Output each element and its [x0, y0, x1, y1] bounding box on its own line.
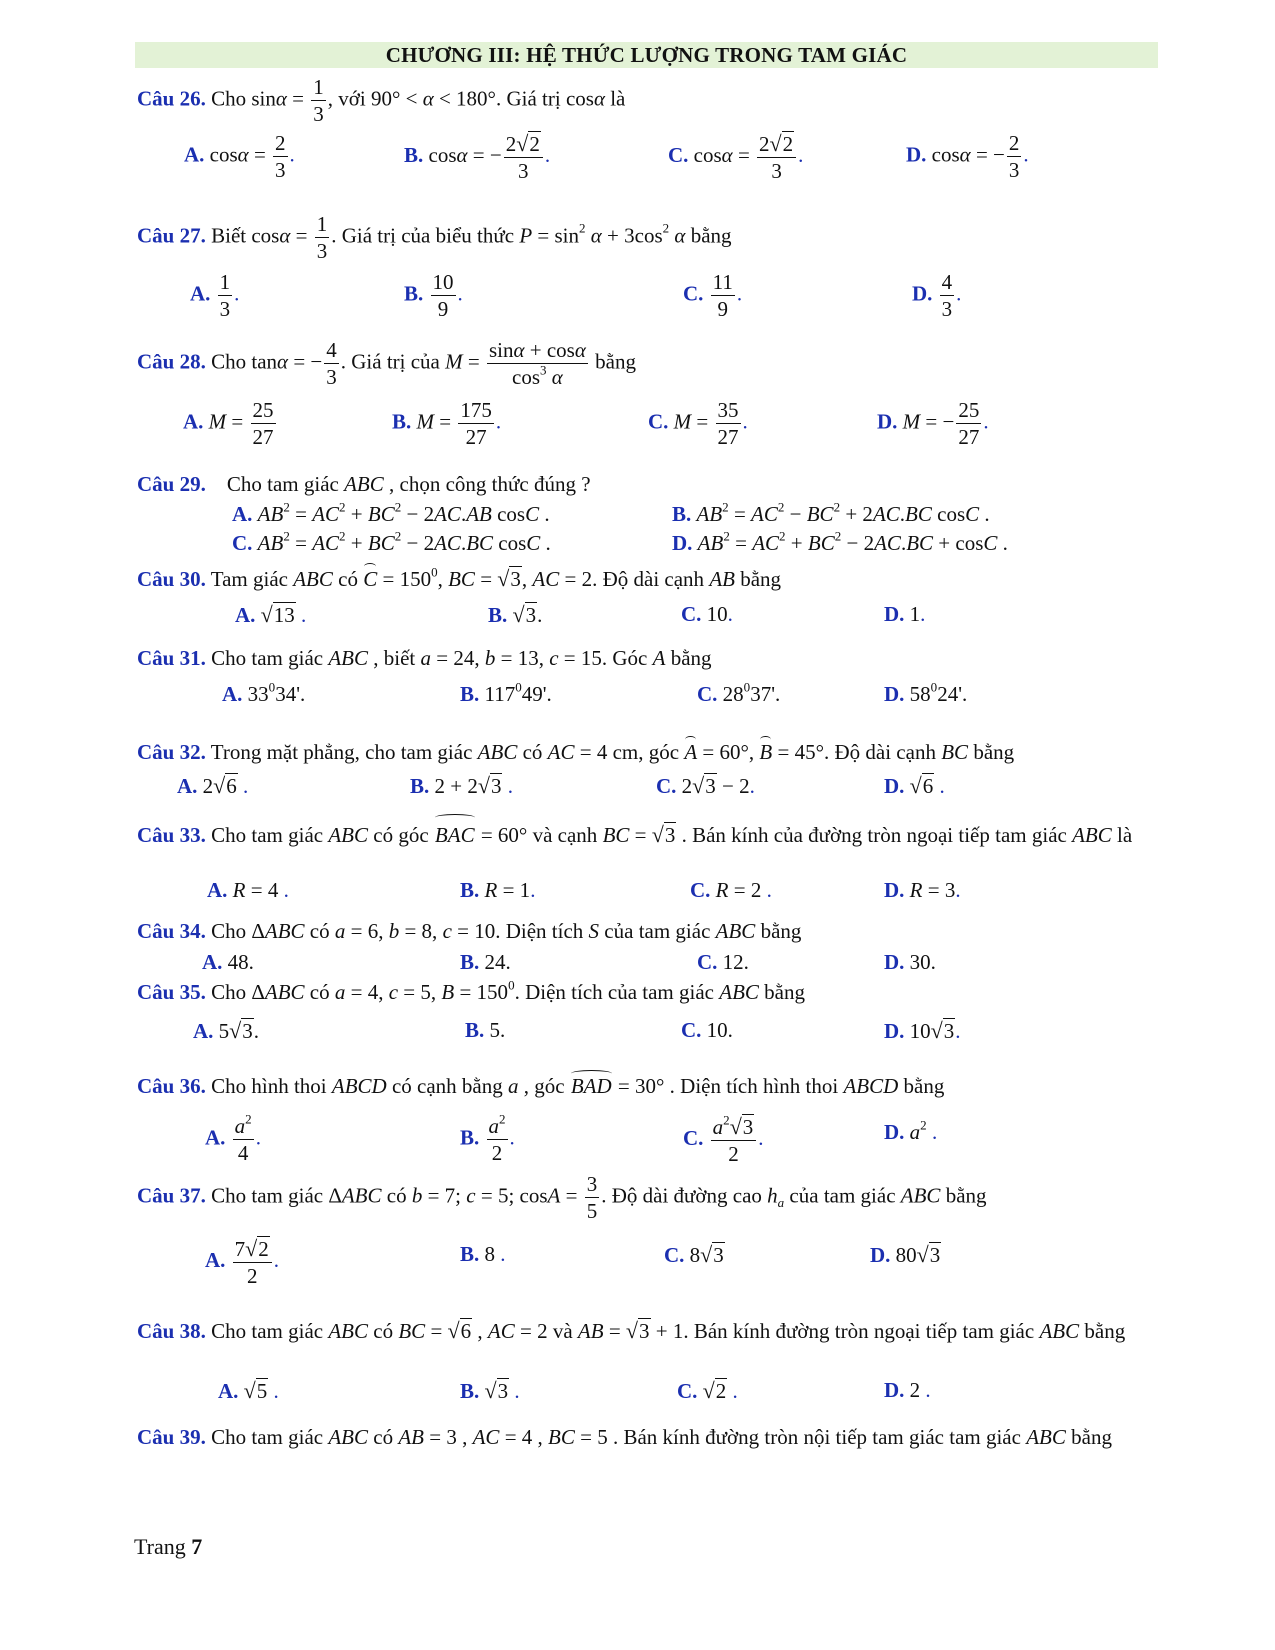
option-b[interactable]: B. $117^049'$. — [460, 679, 552, 706]
option-b[interactable]: B. $AB^2 = AC^2 - BC^2 + 2AC.BC$ cosC . — [672, 499, 990, 526]
question-stem: Câu 37. Cho tam giác ΔABC có b = 7; c = 5; cosA = $\frac{3}{5}$ . Độ dài đường cao $h_a$ của tam giác ABC bằng — [137, 1172, 987, 1224]
option-c[interactable]: C. $\frac{11}{9}$ . — [683, 270, 743, 322]
question-stem: Câu 29. Cho tam giác ABC , chọn công thức đúng ? — [137, 472, 591, 496]
page-footer — [134, 1536, 202, 1558]
question-stem: Câu 28. Cho tanα = − $\frac{4}{3}$ . Giá trị của M = $\frac{\sin\alpha + \cos\alpha}{\cos^3 \alpha}$ bằng — [137, 338, 636, 390]
question-stem: Câu 30. Tam giác ABC có $C = 150^0$, BC = √3, AC = 2. Độ dài cạnh AB bằng — [137, 564, 782, 591]
option-d[interactable]: D. 10√3. — [884, 1018, 961, 1043]
option-c[interactable]: C. $28^037'$. — [697, 679, 781, 706]
option-a[interactable]: A. $33^034'$. — [222, 679, 306, 706]
option-b[interactable]: B. cosα = − $\frac{2√2}{3}$ . — [404, 131, 551, 184]
option-a[interactable]: A. R = 4 . — [207, 878, 289, 902]
option-c[interactable]: C. M = $\frac{35}{27}$ . — [648, 398, 748, 450]
option-a[interactable]: A. √13 . — [235, 602, 307, 627]
option-c[interactable]: C. $\frac{a^2√3}{2}$ . — [683, 1112, 764, 1167]
option-d[interactable]: D. 2 . — [884, 1378, 931, 1402]
option-b[interactable]: B. √3. — [488, 602, 543, 627]
question-stem: Câu 35. Cho ΔABC có a = 4, c = 5, $B = 150^0$. Diện tích của tam giác ABC bằng — [137, 977, 805, 1004]
option-a[interactable]: A. $\frac{1}{3}$ . — [190, 270, 240, 322]
question-stem: Câu 26. Cho sinα = $\frac{1}{3}$ , với 90° < α < 180°. Giá trị cosα là — [137, 75, 626, 127]
option-a[interactable]: A. 2√6 . — [177, 773, 249, 798]
option-a[interactable]: A. $\frac{7√2}{2}$ . — [205, 1236, 280, 1289]
footer-label: Trang — [134, 1534, 186, 1559]
option-b[interactable]: B. $\frac{10}{9}$ . — [404, 270, 463, 322]
option-d[interactable]: D. $58^024'$. — [884, 679, 968, 706]
option-d[interactable]: D. $AB^2 = AC^2 + BC^2 - 2AC.BC + \cos C$ . — [672, 528, 1008, 555]
question-stem: Câu 39. Cho tam giác ABC có AB = 3 , AC = 4 , BC = 5 . Bán kính đường tròn nội tiếp tam giác tam giác ABC bằng — [137, 1425, 1112, 1449]
option-d[interactable]: D. $a^2$ . — [884, 1117, 938, 1144]
option-b[interactable]: B. 8 . — [460, 1242, 506, 1266]
option-b[interactable]: B. $\frac{a^2}{2}$ . — [460, 1111, 515, 1166]
option-d[interactable]: D. cosα = − $\frac{2}{3}$ . — [906, 131, 1029, 183]
option-d[interactable]: D. 1. — [884, 602, 926, 626]
option-c[interactable]: C. 12. — [697, 950, 749, 974]
question-stem: Câu 38. Cho tam giác ABC có BC = √6 , AC = 2 và AB = √3 + 1. Bán kính đường tròn ngoại tiếp tam giác ABC bằng — [137, 1318, 1126, 1343]
option-c[interactable]: C. √2 . — [677, 1378, 738, 1403]
option-c[interactable]: C. 10. — [681, 1018, 733, 1042]
option-b[interactable]: B. 24. — [460, 950, 511, 974]
option-d[interactable]: D. R = 3. — [884, 878, 961, 902]
option-a[interactable]: A. √5 . — [218, 1378, 279, 1403]
option-d[interactable]: D. 30. — [884, 950, 936, 974]
option-c[interactable]: C. $AB^2 = AC^2 + BC^2 - 2AC.BC$ cosC . — [232, 528, 551, 555]
option-c[interactable]: C. 10. — [681, 602, 733, 626]
page-number: 7 — [191, 1534, 203, 1559]
question-stem: Câu 31. Cho tam giác ABC , biết a = 24, b = 13, c = 15. Góc A bằng — [137, 646, 712, 670]
question-stem: Câu 34. Cho ΔABC có a = 6, b = 8, c = 10. Diện tích S của tam giác ABC bằng — [137, 919, 802, 943]
option-c[interactable]: C. 8√3 — [664, 1242, 724, 1267]
option-d[interactable]: D. 80√3 — [870, 1242, 941, 1267]
option-c[interactable]: C. R = 2 . — [690, 878, 772, 902]
option-b[interactable]: B. 2 + 2√3 . — [410, 773, 513, 798]
option-b[interactable]: B. M = $\frac{175}{27}$ . — [392, 398, 502, 450]
question-id: Câu 26. — [137, 86, 206, 111]
option-a[interactable]: A. $\frac{a^2}{4}$ . — [205, 1111, 261, 1166]
option-a[interactable]: A. 5√3. — [193, 1018, 260, 1043]
option-c[interactable]: C. cosα = $\frac{2√2}{3}$ . — [668, 131, 804, 184]
option-b[interactable]: B. R = 1. — [460, 878, 536, 902]
option-a[interactable]: A. cosα = $\frac{2}{3}$ . — [184, 131, 295, 183]
option-d[interactable]: D. M = − $\frac{25}{27}$ . — [877, 398, 989, 450]
option-a[interactable]: A. $AB^2 = AC^2 + BC^2 - 2AC.AB$ cosC . — [232, 499, 550, 526]
option-b[interactable]: B. √3 . — [460, 1378, 520, 1403]
question-stem: Câu 32. Trong mặt phẳng, cho tam giác ABC có AC = 4 cm, góc A = 60°, B = 45°. Độ dài cạnh BC bằng — [137, 740, 1015, 764]
question-stem: Câu 36. Cho hình thoi ABCD có cạnh bằng a , góc BAD = 30° . Diện tích hình thoi ABCD bằng — [137, 1074, 945, 1098]
option-b[interactable]: B. 5. — [465, 1018, 506, 1042]
chapter-title: CHƯƠNG III: HỆ THỨC LƯỢNG TRONG TAM GIÁC — [135, 42, 1158, 68]
option-a[interactable]: A. 48. — [202, 950, 254, 974]
option-d[interactable]: D. √6 . — [884, 773, 945, 798]
option-a[interactable]: A. M = $\frac{25}{27}$ — [183, 398, 274, 450]
option-c[interactable]: C. 2√3 − 2. — [656, 773, 755, 798]
option-d[interactable]: D. $\frac{4}{3}$ . — [912, 270, 962, 322]
question-stem: Câu 33. Cho tam giác ABC có góc BAC = 60° và cạnh BC = √3 . Bán kính của đường tròn ngoại tiếp tam giác ABC là — [137, 820, 1160, 850]
question-stem: Câu 27. Biết cosα = $\frac{1}{3}$ . Giá trị của biểu thức $P = \sin^2 \alpha + 3\cos^2$ α bằng — [137, 212, 732, 264]
